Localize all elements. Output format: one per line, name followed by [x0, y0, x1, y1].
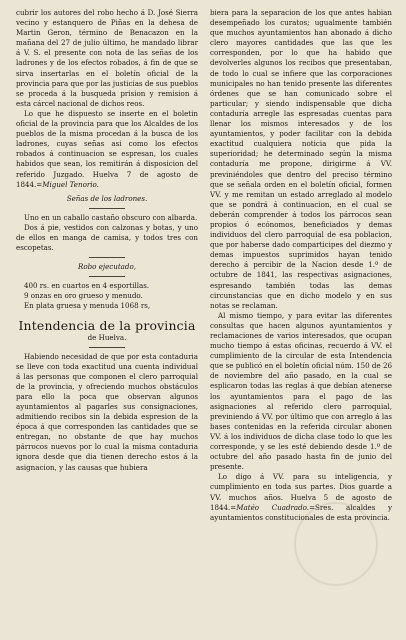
- circular-reminder-paragraph: Al mismo tiempo, y para evitar las diferentes consultas que hacen algunos ayuntamientos y reclamaciones de varios interesados, que ocupan mucho tiempo á estas oficinas, recuerdo á VV. el cumplimiento de la circular de esta Intendencia que se publicó en el boletín oficial núm. 150 de 26 de noviembre del año pasado, en la cual se esplicaron todas las reglas á que debían atenerse los ayuntamientos para el pago de las asignaciones al referido clero parroquial, previniendo á VV. por último que con arreglo á las bases contenidas en la referida circular abonen VV. á los individuos de dicha clase todo lo que les corresponde, y se les esté debiendo desde 1.º de octubre del año pasado hasta fin de junio del presente.: [210, 310, 392, 472]
- clergy-continuation-paragraph: biera para la separacion de los que antes habian desempeñado los curatos; ugualmente también que muchos ayuntamientos han abonado á dicho clero mayores cantidades que las que les corresponden, por lo que ha habido que devolverles algunos los recibos que presentaban, de todo lo cual se infiere que las corporaciones municipales no han tenido presente las diferentes órdenes que se han comunicado sobre el particular; y siendo indispensable que dicha contaduría arregle las espresadas cuentas para llenar los mismos interesados y de los ayuntamientos, y poder facilitar con la debida exactitud cualquiera noticia que pida la superioridad; he determinado según la misma contaduría me propone, dirigirme á VV. previniéndoles que dentro del preciso término que se señala orden en el boletín oficial, formen VV. y me remitan un estado arreglado al modelo que se pondrá á continuacion, en el cual se deberán comprender á todos los párrocos sean propios ó ecónomos, beneficiados y demas individuos del clero parroquial de esa poblacion, que por haberse dado comparticipes del diezmo y demas impuestos suprimidos hayan tenido derecho á percibir de la Nacion desde 1.º de octubre de 1841, las respectivas asignaciones, espresando también todas las demas circunstancias que en dicho modelo y en sus notas se reclaman.: [210, 8, 392, 310]
- publication-order-paragraph: [16, 109, 198, 190]
- stolen-item-2: 9 onzas en oro grueso y menudo.: [24, 291, 143, 301]
- signature-cuadrado: Matéo Cuadrado.: [236, 502, 310, 512]
- stolen-item-1: 400 rs. en cuartos en 4 esportillas.: [24, 281, 150, 291]
- robbery-notice-paragraph: cubrir los autores del robo hecho á D. José Sierra vecino y estanquero de Piñas en la dehesa de Martin Geron, término de Benacazon en la mañana del 27 de julio último, he mandado librar á V. S. el presente con nota de las señas de los ladrones y de los efectos robados, á fin de que se sirva insertarlas en el boletín oficial de la provincia para que por las justicias de sus pueblos se proceda á la busqueda prision y remision á esta cárcel nacional de dichos reos.: [16, 8, 198, 108]
- stolen-item-3: En plata gruesa y menuda 1068 rs,: [24, 301, 151, 311]
- left-column: [16, 8, 198, 634]
- right-column: [210, 8, 392, 634]
- section-title-intendencia: Intendencia de la provincia: [18, 317, 196, 333]
- thief-description-2: Dos á pie, vestidos con calzonas y botas, y uno de ellos en manga de camisa, y todos tres con escopetas.: [16, 222, 198, 253]
- two-column-layout: [16, 8, 392, 634]
- thief-description-1: Uno en un caballo castaño obscuro con albarda.: [24, 212, 198, 222]
- clergy-accounts-paragraph: Habiendo necesidad de que por esta contaduria se lleve con toda exactitud una cuenta individual á las personas que componen el clero parroquial de la provincia, y ofreciendo muchos obstáculos para ello la poca que observan algunos ayuntamientos al pagarles sus consignaciones, admitiendo recibos sin la debida espresion de la época á que corresponden las cantidades que se entregan, no obstante de que hay muchos párrocos nuevos por lo cual la misma contaduria ignora desde que dia tienen derecho estos á la asignacion, y las causas que hubiera: [16, 351, 198, 472]
- closing-paragraph: [210, 472, 392, 522]
- heading-thieves-description: Señas de los ladrones.: [66, 193, 148, 203]
- short-divider: [89, 208, 125, 209]
- short-divider: [89, 276, 125, 277]
- signature-tenorio: Miguel Tenorio.: [42, 179, 99, 189]
- heading-robbery-executed: Robo ejecutado,: [78, 262, 136, 272]
- addressees-text: =Sres. alcaldes y ayuntamientos constitucionales de esta provincia.: [210, 502, 392, 522]
- publication-order-text: Lo que he dispuesto se inserte en el boletin oficial de la provincia para que los Alcaldes de los pueblos de la misma procedan á la busca de los ladrones, cuyas señas asi como los efectos robados á continuacion se espresan, los cuales habidos que sean, los remitirán á disposicion del referido Juzgado. Huelva 7 de agosto de 1844.=: [16, 108, 198, 189]
- short-divider: [89, 257, 125, 258]
- section-subtitle-huelva: de Huelva.: [87, 332, 127, 342]
- closing-text: Lo digo á VV. para su inteligencia, y cumplimiento en toda sus partes. Dios guarde a VV. muchos años. Huelva 5 de agosto de 1844.=: [210, 472, 392, 512]
- short-divider: [89, 347, 125, 348]
